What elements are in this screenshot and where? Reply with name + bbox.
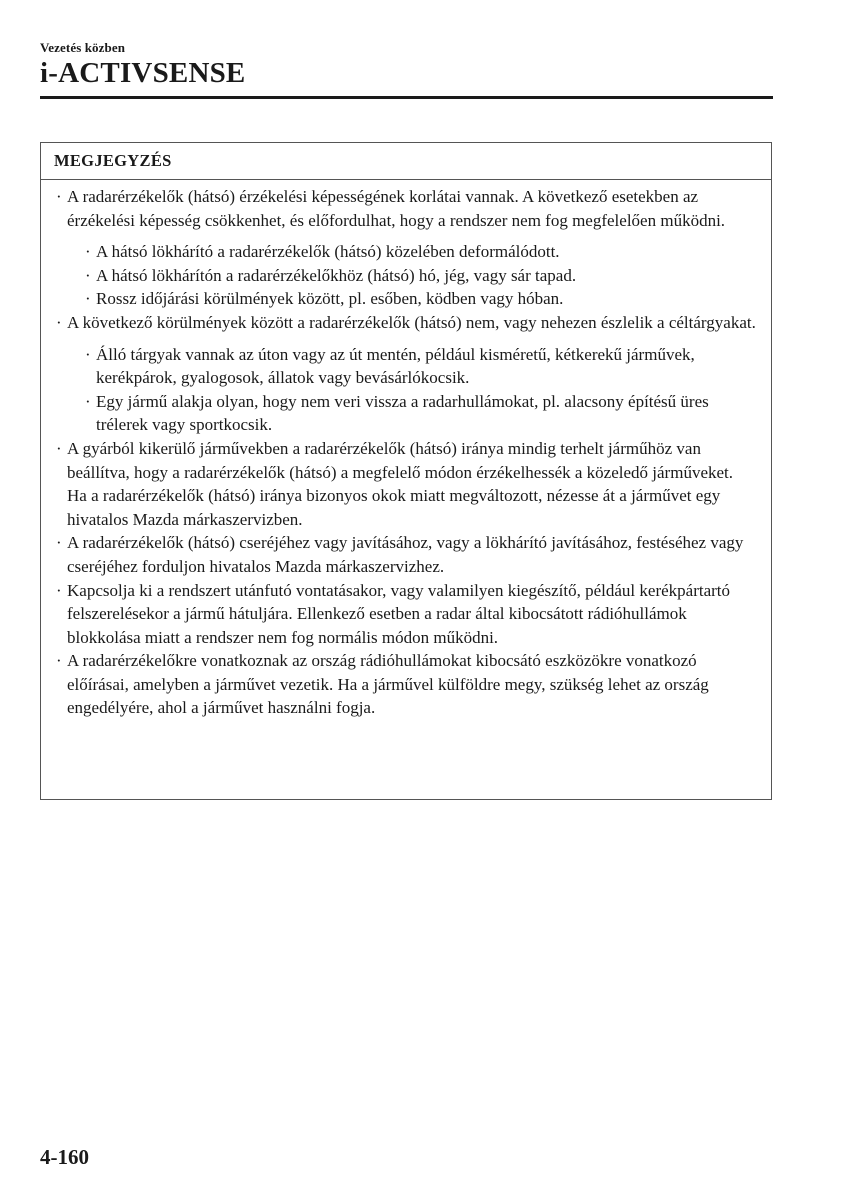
bullet-marker: ·: [85, 289, 91, 309]
note-sub-item: [85, 264, 757, 288]
page-number: 4-160: [40, 1145, 89, 1169]
bullet-marker: ·: [56, 312, 62, 332]
note-item: [56, 579, 757, 650]
note-item: [56, 311, 757, 437]
note-sub-item-text: Álló tárgyak vannak az úton vagy az út mentén, például kisméretű, kétkerekű járművek, kerékpárok, gyalogosok, állatok vagy bevásárlókocsik.: [96, 344, 695, 388]
bullet-marker: ·: [56, 187, 62, 206]
note-sub-item: [85, 287, 757, 311]
bullet-marker: ·: [85, 265, 91, 285]
note-sub-item-text: Egy jármű alakja olyan, hogy nem veri vissza a radarhullámokat, pl. alacsony építésű üres trélerek vagy sportkocsik.: [96, 391, 709, 435]
note-box: [40, 142, 772, 800]
note-item: [56, 531, 757, 578]
bullet-marker: ·: [56, 580, 62, 600]
note-body: [41, 180, 771, 720]
note-sub-item-text: A hátsó lökhárítón a radarérzékelőkhöz (hátsó) hó, jég, vagy sár tapad.: [96, 265, 577, 285]
bullet-marker: ·: [56, 651, 62, 671]
note-item: [56, 649, 757, 720]
page-title: i-ACTIVSENSE: [40, 57, 246, 89]
note-heading: MEGJEGYZÉS: [41, 143, 771, 180]
note-sub-item: [85, 240, 757, 264]
note-item: [56, 185, 757, 311]
note-sub-item: [85, 390, 757, 437]
title-divider: [40, 96, 773, 99]
note-sub-item: [85, 343, 757, 390]
note-item: [56, 437, 757, 531]
bullet-marker: ·: [85, 391, 91, 411]
note-item-text: A gyárból kikerülő járművekben a radarérzékelők (hátsó) iránya mindig terhelt járműhöz van beállítva, hogy a radarérzékelők (hátsó) a megfelelő módon érzékelhessék a közeledő járműveket. Ha a radarérzékelők (hátsó) iránya bizonyos okok miatt megváltozott, nézesse át a járművet egy hivatalos Mazda márkaszervizben.: [67, 438, 734, 529]
note-item-text: A radarérzékelőkre vonatkoznak az ország rádióhullámokat kibocsátó eszközökre vonatkozó előírásai, amelyben a járművet vezetik. Ha a járművel külföldre megy, szükség lehet az ország engedélyére, ahol a járművet használni fogja.: [67, 651, 709, 718]
section-label: Vezetés közben: [40, 40, 126, 55]
note-sub-list: [85, 240, 757, 311]
note-item-text: Kapcsolja ki a rendszert utánfutó vontatásakor, vagy valamilyen kiegészítő, például kerékpártartó felszerelésekor a jármű hátuljára. Ellenkező esetben a radar által kibocsátott rádióhullámok blokkolása miatt a rendszer nem fog normális módon működni.: [67, 580, 731, 647]
note-sub-item-text: A hátsó lökhárító a radarérzékelők (hátsó) közelében deformálódott.: [96, 242, 560, 262]
note-sub-list: [85, 343, 757, 437]
bullet-marker: ·: [56, 533, 62, 553]
bullet-marker: ·: [85, 242, 91, 262]
note-item-text: A radarérzékelők (hátsó) cseréjéhez vagy javításához, vagy a lökhárító javításához, festéséhez vagy cseréjéhez forduljon hivatalos Mazda márkaszervizhez.: [67, 533, 744, 576]
note-item-text: A következő körülmények között a radarérzékelők (hátsó) nem, vagy nehezen észlelik a céltárgyakat.: [67, 312, 756, 332]
note-sub-item-text: Rossz időjárási körülmények között, pl. esőben, ködben vagy hóban.: [96, 289, 564, 309]
bullet-marker: ·: [56, 438, 62, 458]
note-item-text: A radarérzékelők (hátsó) érzékelési képességének korlátai vannak. A következő esetekben az érzékelési képesség csökkenhet, és előfordulhat, hogy a rendszer nem fog megfelelően működni.: [67, 187, 726, 230]
bullet-marker: ·: [85, 344, 91, 364]
